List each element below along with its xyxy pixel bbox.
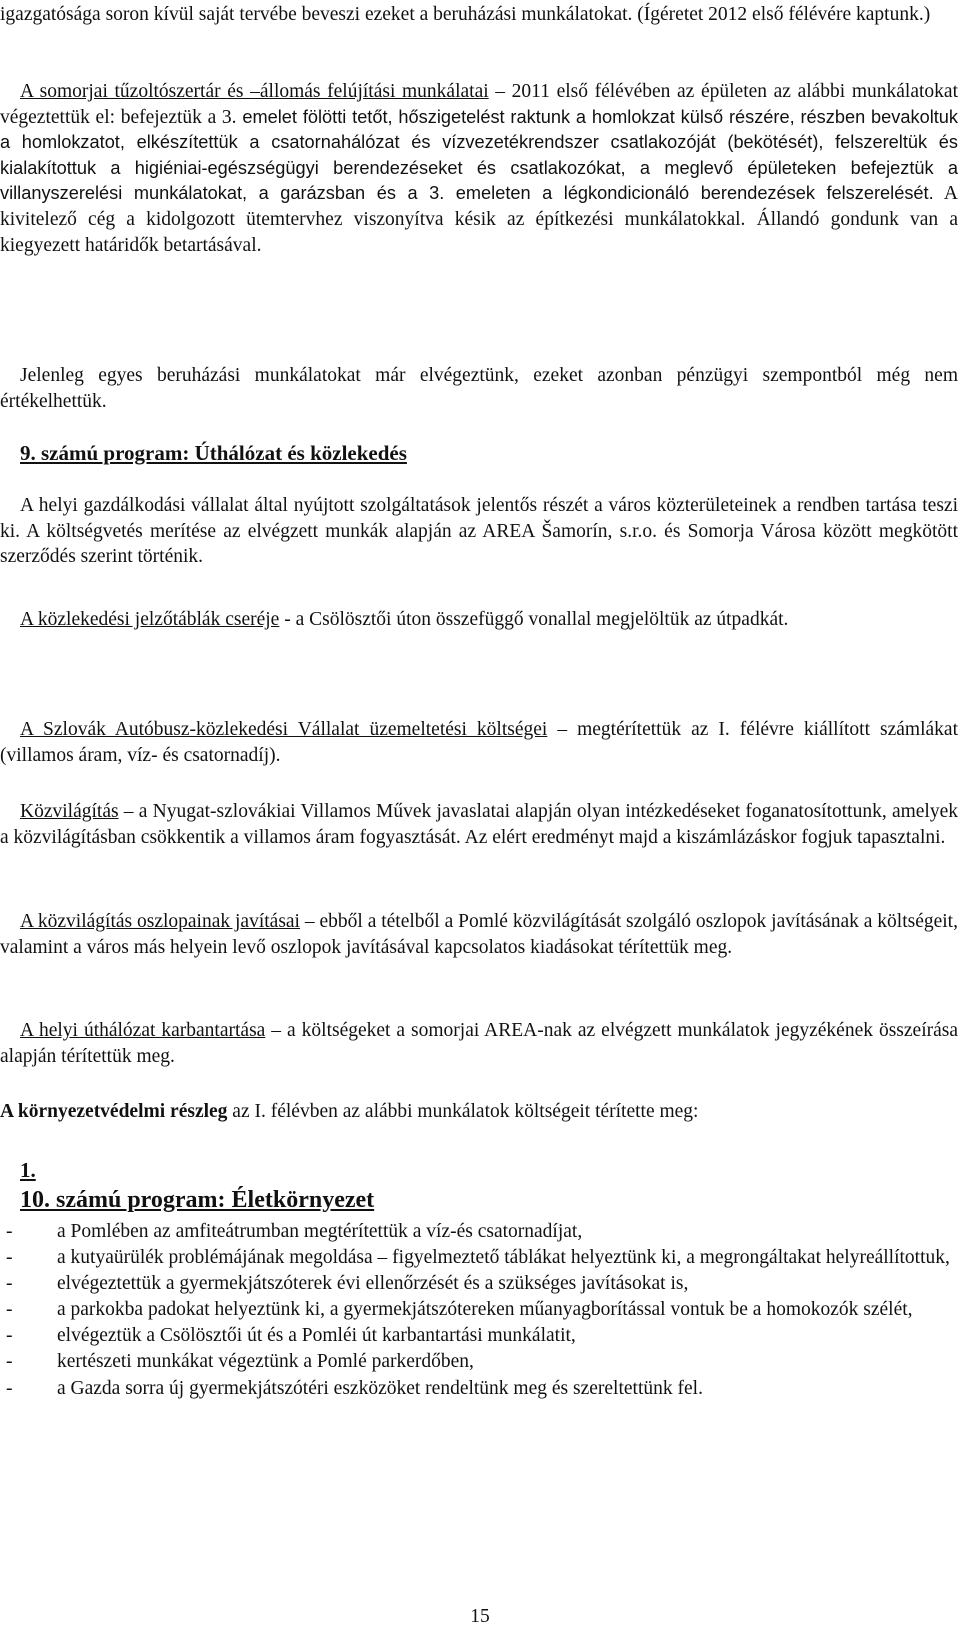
paragraph-public-lighting bbox=[0, 799, 958, 850]
list-item bbox=[0, 1323, 958, 1349]
list-item-text: a parkokba padokat helyeztünk ki, a gyermekjátszótereken műanyagborítással vontuk be a homokozók szélét, bbox=[57, 1299, 913, 1321]
list-item-text: a Pomlében az amfiteátrumban megtérítettük a víz-és csatornadíjat, bbox=[57, 1221, 583, 1242]
list-item bbox=[0, 1297, 958, 1323]
paragraph-lighting-poles bbox=[0, 909, 958, 960]
paragraph-bus-company bbox=[0, 717, 958, 768]
bullet-list bbox=[0, 1219, 958, 1402]
fire-station-text-3: A kivitelező cég a kidolgozott ütemtervhez viszonyítva késik az építkezési munkálatokkal. Állandó gondunk van a kiegyezett határidők betartásával. bbox=[0, 183, 958, 256]
public-lighting-text: – a Nyugat-szlovákiai Villamos Művek javaslatai alapján olyan intézkedéseket foganatosítottunk, amelyek a közvilágításban csökkentik a villamos áram fogyasztását. Az elért eredményt majd a kiszámlázáskor fogjuk tapasztalni. bbox=[0, 801, 958, 848]
bus-company-text: – megtérítettük az I. félévre kiállított számlákat (villamos áram, víz- és csatornadíj). bbox=[0, 719, 958, 766]
fire-station-title: A somorjai tűzoltószertár és –állomás felújítási munkálatai bbox=[20, 81, 489, 102]
heading-program-10: 10. számú program: Életkörnyezet bbox=[20, 1187, 375, 1213]
lighting-poles-title: A közvilágítás oszlopainak javításai bbox=[20, 911, 300, 932]
paragraph-intro bbox=[0, 2, 958, 28]
environment-text: az I. félévben az alábbi munkálatok költségeit térítette meg: bbox=[227, 1101, 699, 1122]
road-maintenance-title: A helyi úthálózat karbantartása bbox=[20, 1020, 266, 1041]
bullet-dash: - bbox=[6, 1247, 13, 1269]
fire-station-text-2: emelet fölötti tetőt, hőszigetelést raktunk a homlokzat külső részére, részben bevakoltuk a homlokzatot, elkészítettük a csatornahálózat és vízvezetékrendszer csatlakozóját (bekötését), felszereltük és kialakítottuk a higiéniai-egészségügyi berendezéseket és csatlakozókat, a meglevő épületeken befejeztük a villanyszerelési munkálatokat, a garázsban és a 3. emeleten a légkondicionáló berendezések felszerelését. bbox=[0, 106, 958, 204]
lighting-poles-text: – ebből a tételből a Pomlé közvilágítását szolgáló oszlopok javításának a költségeit, valamint a város más helyein levő oszlopok javításával kapcsolatos kiadásokat térítettük meg. bbox=[0, 911, 958, 958]
paragraph-local-services bbox=[0, 493, 958, 570]
bullet-dash: - bbox=[6, 1377, 13, 1399]
list-item bbox=[0, 1219, 958, 1245]
bullet-dash: - bbox=[6, 1273, 13, 1295]
list-item bbox=[0, 1271, 958, 1297]
paragraph-environment bbox=[0, 1099, 958, 1125]
list-item-text: elvégeztettük a gyermekjátszóterek évi ellenőrzését és a szükséges javításokat is, bbox=[57, 1273, 689, 1295]
environment-title: A környezetvédelmi részleg bbox=[0, 1101, 228, 1122]
paragraph-local-services-text: A helyi gazdálkodási vállalat által nyújtott szolgáltatások jelentős részét a város közterületeinek a rendben tartása teszi ki. A költségvetés merítése az elvégzett munkák alapján az AREA Šamorín, s.r.o. és Somorja Városa között megkötött szerződés szerint történik. bbox=[0, 495, 958, 568]
bullet-dash: - bbox=[6, 1299, 13, 1321]
list-item-text: elvégeztük a Csölösztői út és a Pomléi út karbantartási munkálatit, bbox=[57, 1325, 576, 1347]
page-number: 15 bbox=[470, 1606, 490, 1627]
traffic-signs-title: A közlekedési jelzőtáblák cseréje bbox=[20, 609, 280, 630]
fire-station-text-1: – 2011 első félévében az épületen az alábbi munkálatokat végeztettük el: befejeztük a 3. bbox=[0, 81, 958, 128]
heading-program-9: 9. számú program: Úthálózat és közlekedés bbox=[20, 441, 407, 465]
list-item-text: kertészeti munkákat végeztünk a Pomlé parkerdőben, bbox=[57, 1351, 474, 1373]
paragraph-current-text: Jelenleg egyes beruházási munkálatokat már elvégeztünk, ezeket azonban pénzügyi szempontból még nem értékelhettük. bbox=[0, 365, 958, 412]
paragraph-road-maintenance bbox=[0, 1018, 958, 1069]
list-item-text: a Gazda sorra új gyermekjátszótéri eszközöket rendeltünk meg és szereltettünk fel. bbox=[57, 1377, 703, 1399]
paragraph-fire-station bbox=[0, 79, 958, 258]
road-maintenance-text: – a költségeket a somorjai AREA-nak az elvégzett munkálatok jegyzékének összeírása alapján térítettük meg. bbox=[0, 1020, 959, 1067]
bullet-dash: - bbox=[6, 1325, 13, 1347]
paragraph-intro-text: igazgatósága soron kívül saját tervébe beveszi ezeket a beruházási munkálatokat. (Ígéretet 2012 első félévére kaptunk.) bbox=[0, 4, 931, 25]
paragraph-traffic-signs bbox=[0, 607, 958, 633]
traffic-signs-text: - a Csölösztői úton összefüggő vonallal megjelöltük az útpadkát. bbox=[279, 609, 789, 630]
bus-company-title: A Szlovák Autóbusz-közlekedési Vállalat üzemeltetési költségei bbox=[20, 719, 548, 740]
list-item-text: a kutyaürülék problémájának megoldása – figyelmeztető táblákat helyeztünk ki, a megrongáltakat helyreállítottuk, bbox=[57, 1247, 950, 1269]
list-item bbox=[0, 1245, 958, 1271]
paragraph-current bbox=[0, 363, 958, 414]
bullet-dash: - bbox=[6, 1221, 13, 1242]
list-item bbox=[0, 1349, 958, 1375]
item-number-one: 1. bbox=[20, 1158, 36, 1182]
public-lighting-title: Közvilágítás bbox=[20, 801, 119, 822]
bullet-dash: - bbox=[6, 1351, 13, 1373]
list-item bbox=[0, 1376, 958, 1402]
